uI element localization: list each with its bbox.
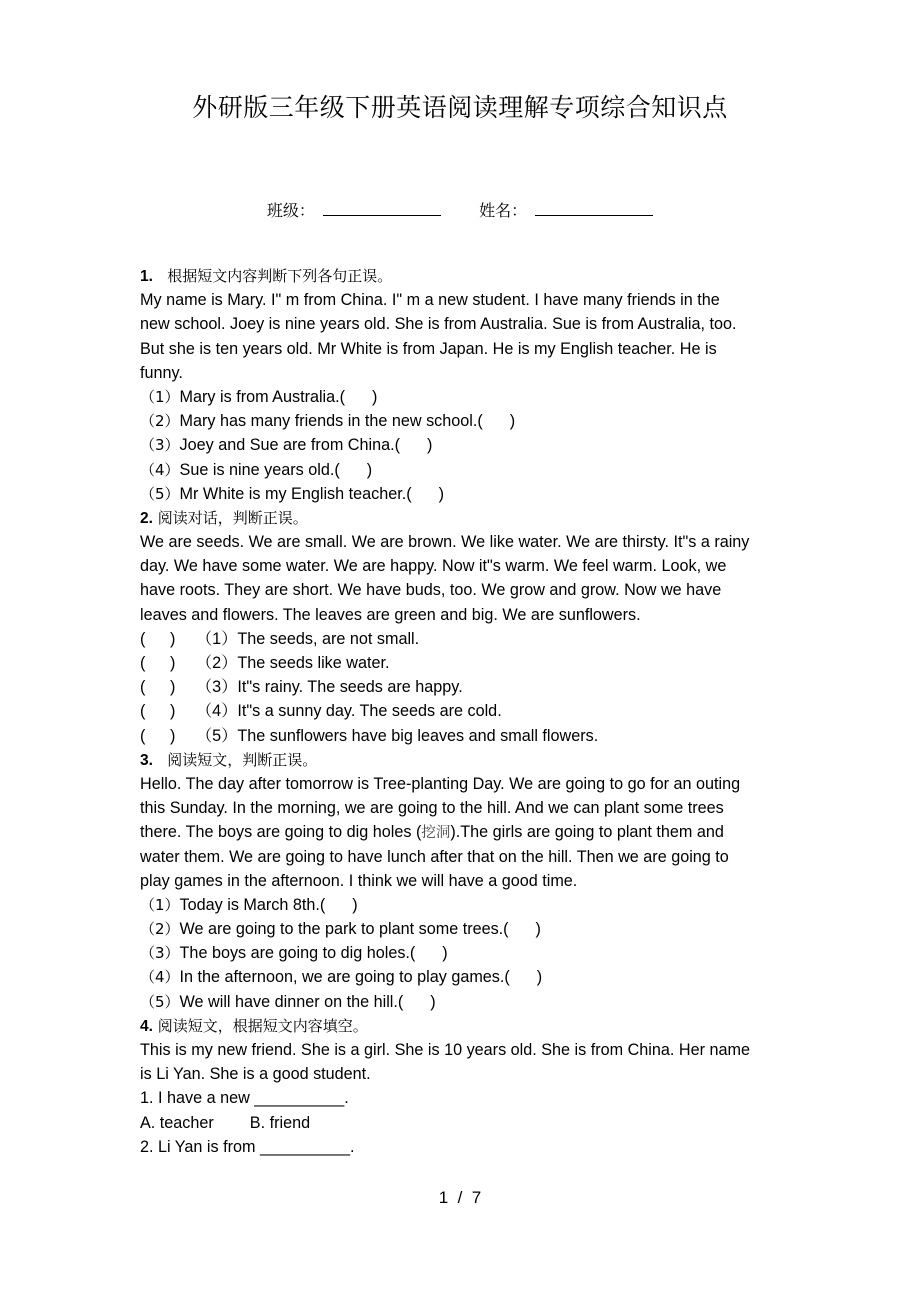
answer-paren-close: ) xyxy=(170,678,176,697)
passage-line: play games in the afternoon. I think we will have a good time. xyxy=(140,871,578,890)
item-index: （5） xyxy=(140,992,180,1011)
class-blank[interactable] xyxy=(323,201,441,216)
item-text: We are going to the park to plant some trees.( ) xyxy=(179,920,541,939)
page-indicator: 1 / 7 xyxy=(438,1188,482,1207)
fill-blank-question: 1. I have a new __________. xyxy=(140,1089,349,1108)
true-false-item xyxy=(140,385,780,409)
item-text: The sunflowers have big leaves and small flowers. xyxy=(237,726,599,745)
true-false-item xyxy=(140,990,780,1014)
question-instruction: 阅读对话，判断正误。 xyxy=(157,508,308,527)
item-text: Joey and Sue are from China.( ) xyxy=(179,436,433,455)
answer-paren-open: ( xyxy=(140,654,146,672)
item-text: Mr White is my English teacher.( ) xyxy=(179,484,445,503)
question-number: 2. xyxy=(140,509,153,527)
item-text: It"s a sunny day. The seeds are cold. xyxy=(237,702,502,721)
passage-line: this Sunday. In the morning, we are going to the hill. And we can plant some trees xyxy=(140,799,724,818)
item-text: It"s rainy. The seeds are happy. xyxy=(237,678,463,697)
answer-paren-close: ) xyxy=(170,654,176,672)
passage-line: water them. We are going to have lunch after that on the hill. Then we are going to xyxy=(140,847,729,866)
true-false-item xyxy=(140,724,780,748)
answer-paren-open: ( xyxy=(140,629,146,648)
item-index: （2） xyxy=(140,920,180,939)
item-index: （3） xyxy=(140,436,180,455)
question-instruction: 阅读短文，判断正误。 xyxy=(167,750,318,769)
document-title: 外研版三年级下册英语阅读理解专项综合知识点 xyxy=(192,93,728,122)
item-index: （4） xyxy=(140,460,180,479)
passage-line: have roots. They are short. We have buds, too. We grow and grow. Now we have xyxy=(140,581,722,600)
item-index: （1） xyxy=(196,629,238,648)
option-b[interactable]: B. friend xyxy=(249,1113,311,1132)
answer-paren-open: ( xyxy=(140,726,146,745)
item-index: （2） xyxy=(196,654,238,672)
true-false-item xyxy=(140,458,780,482)
document-body xyxy=(140,264,780,1159)
true-false-item xyxy=(140,409,780,433)
question-number: 4. xyxy=(140,1017,153,1035)
item-index: （4） xyxy=(140,968,180,987)
option-a[interactable]: A. teacher xyxy=(140,1113,214,1132)
item-index: （1） xyxy=(140,387,180,406)
question-2-heading xyxy=(140,506,780,530)
item-index: （5） xyxy=(140,484,180,503)
item-index: （1） xyxy=(140,895,180,914)
passage-line xyxy=(140,820,780,844)
true-false-item xyxy=(140,651,780,675)
question-number: 3. xyxy=(140,751,153,769)
item-text: The seeds like water. xyxy=(237,654,390,672)
item-text: Today is March 8th.( ) xyxy=(179,895,358,914)
item-text: Mary has many friends in the new school.( ) xyxy=(179,412,516,431)
question-3-heading xyxy=(140,748,780,772)
question-instruction: 根据短文内容判断下列各句正误。 xyxy=(167,267,393,285)
item-index: （2） xyxy=(140,412,180,431)
page-number xyxy=(0,1188,920,1208)
passage-line: new school. Joey is nine years old. She is from Australia. Sue is from Australia, too. xyxy=(140,315,737,334)
item-index: （3） xyxy=(140,944,180,963)
question-instruction: 阅读短文，根据短文内容填空。 xyxy=(157,1016,368,1035)
question-1-heading xyxy=(140,264,780,288)
class-label: 班级： xyxy=(266,201,315,220)
true-false-item xyxy=(140,941,780,965)
answer-paren-close: ) xyxy=(170,702,176,721)
name-label: 姓名： xyxy=(479,201,528,220)
item-text: The seeds, are not small. xyxy=(237,629,420,648)
chinese-gloss: 挖洞 xyxy=(421,825,451,842)
question-number: 1. xyxy=(140,268,153,285)
passage-line: Hello. The day after tomorrow is Tree-planting Day. We are going to go for an outing xyxy=(140,774,741,793)
true-false-item xyxy=(140,627,780,651)
true-false-item xyxy=(140,917,780,941)
true-false-item xyxy=(140,433,780,457)
item-index: （3） xyxy=(196,678,238,697)
true-false-item xyxy=(140,675,780,699)
true-false-item xyxy=(140,893,780,917)
item-text: Mary is from Australia.( ) xyxy=(179,387,378,406)
passage-line: funny. xyxy=(140,363,183,382)
item-text: Sue is nine years old.( ) xyxy=(179,460,373,479)
true-false-item xyxy=(140,965,780,989)
name-blank[interactable] xyxy=(535,201,653,216)
answer-paren-close: ) xyxy=(170,726,176,745)
answer-options xyxy=(140,1111,780,1135)
passage-line: My name is Mary. I" m from China. I" m a new student. I have many friends in the xyxy=(140,291,720,310)
passage-line: But she is ten years old. Mr White is from Japan. He is my English teacher. He is xyxy=(140,339,717,358)
item-index: （4） xyxy=(196,702,238,721)
item-text: We will have dinner on the hill.( ) xyxy=(179,992,436,1011)
question-4-heading xyxy=(140,1014,780,1038)
true-false-item xyxy=(140,482,780,506)
passage-line: day. We have some water. We are happy. Now it"s warm. We feel warm. Look, we xyxy=(140,557,727,576)
item-text: The boys are going to dig holes.( ) xyxy=(179,944,448,963)
passage-line: is Li Yan. She is a good student. xyxy=(140,1065,371,1084)
passage-text: there. The boys are going to dig holes ( xyxy=(140,823,422,842)
student-info xyxy=(0,198,920,221)
true-false-item xyxy=(140,699,780,723)
answer-paren-open: ( xyxy=(140,702,146,721)
passage-text: ).The girls are going to plant them and xyxy=(450,823,724,842)
passage-line: This is my new friend. She is a girl. She is 10 years old. She is from China. Her name xyxy=(140,1041,750,1059)
fill-blank-question: 2. Li Yan is from __________. xyxy=(140,1137,355,1156)
answer-paren-open: ( xyxy=(140,678,146,697)
item-text: In the afternoon, we are going to play games.( ) xyxy=(179,968,543,987)
answer-paren-close: ) xyxy=(170,629,176,648)
passage-line: We are seeds. We are small. We are brown. We like water. We are thirsty. It"s a rainy xyxy=(140,533,750,552)
passage-line: leaves and flowers. The leaves are green and big. We are sunflowers. xyxy=(140,605,641,624)
item-index: （5） xyxy=(196,726,238,745)
